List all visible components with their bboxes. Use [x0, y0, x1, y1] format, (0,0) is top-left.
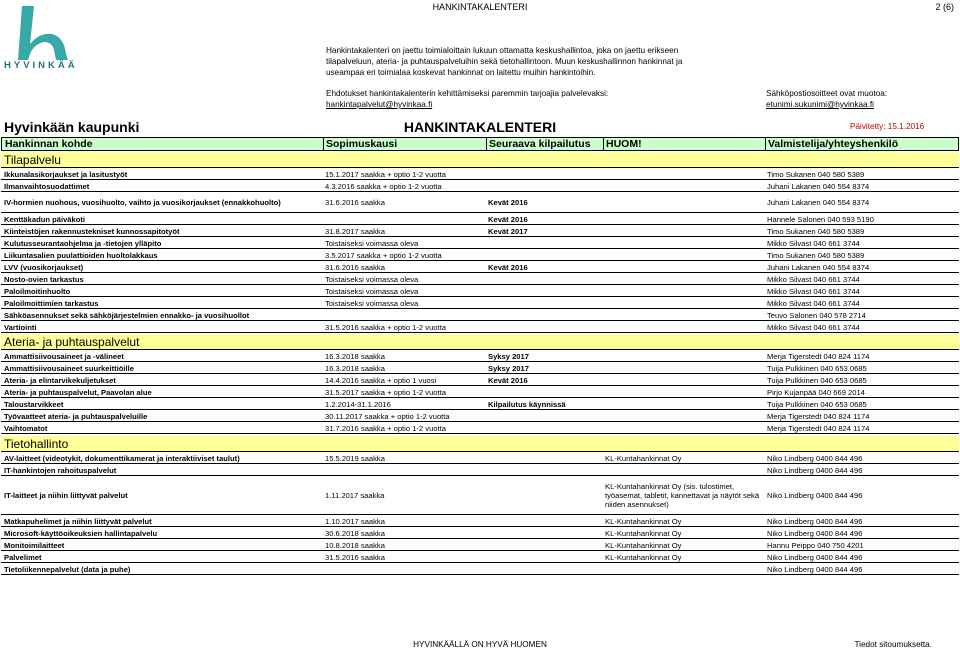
table-row	[1, 411, 959, 422]
table-row	[1, 453, 959, 464]
cell-next-tender	[488, 181, 602, 191]
cell-target: Vaihtomatot	[4, 423, 48, 433]
cell-target: IV-hormien nuohous, vuosihuolto, vaihto ja vuosikorjaukset (ennakkohuolto)	[4, 198, 281, 207]
column-header-row	[1, 137, 959, 151]
cell-next-tender: Kevät 2016	[488, 214, 528, 224]
cell-target: Taloustarvikkeet	[4, 399, 64, 409]
cell-contact: Timo Sukanen 040 580 5389	[767, 226, 865, 236]
cell-contract-period: Toistaiseksi voimassa oleva	[325, 286, 419, 296]
table-row	[1, 516, 959, 527]
cell-contact: Tuija Pulkkinen 040 653 0685	[767, 375, 867, 385]
email-format	[766, 88, 956, 110]
cell-contract-period: Toistaiseksi voimassa oleva	[325, 298, 419, 308]
cell-contract-period: 15.5.2019 saakka	[325, 453, 385, 463]
cell-note	[605, 181, 765, 191]
cell-target: Kiinteistöjen rakennustekniset kunnossapitotyöt	[4, 226, 180, 236]
cell-target: IT-hankintojen rahoituspalvelut	[4, 465, 117, 475]
column-header-next-tender: Seuraava kilpailutus	[489, 138, 591, 150]
cell-note	[605, 399, 765, 409]
cell-next-tender	[488, 238, 602, 248]
cell-note: KL-Kuntahankinnat Oy	[605, 540, 682, 550]
table-row	[1, 528, 959, 539]
cell-next-tender	[488, 298, 602, 308]
section-header: Ateria- ja puhtauspalvelut	[1, 334, 959, 350]
cell-contract-period	[325, 310, 485, 320]
table-row	[1, 363, 959, 374]
cell-note	[605, 411, 765, 421]
cell-contact: Pirjo Kujanpää 040 669 2014	[767, 387, 865, 397]
cell-contact: Timo Sukanen 040 580 5389	[767, 250, 865, 260]
document-title: HANKINTAKALENTERI	[403, 119, 557, 135]
table-row	[1, 274, 959, 285]
cell-contact: Mikko Silvast 040 661 3744	[767, 274, 860, 284]
cell-contract-period	[325, 214, 485, 224]
cell-note	[605, 262, 765, 272]
suggestions-email-link[interactable]: hankintapalvelut@hyvinkaa.fi	[326, 100, 433, 109]
cell-target: Kulutusseurantaohjelma ja -tietojen ylläpito	[4, 238, 162, 248]
cell-target: Ateria- ja elintarvikekuljetukset	[4, 375, 116, 385]
cell-note	[605, 322, 765, 332]
cell-contract-period: 30.6.2018 saakka	[325, 528, 385, 538]
cell-note	[605, 423, 765, 433]
cell-note	[605, 564, 765, 574]
column-header-target: Hankinnan kohde	[5, 138, 93, 150]
cell-contract-period: 1.11.2017 saakka	[325, 491, 385, 500]
cell-target: Ammattisiivousaineet suurkeittiöille	[4, 363, 134, 373]
header-title: HANKINTAKALENTERI	[432, 2, 528, 12]
cell-next-tender	[488, 322, 602, 332]
cell-contact: Juhani Lakanen 040 554 8374	[767, 198, 870, 207]
cell-target: Liikuntasalien puulattioiden huoltolakkaus	[4, 250, 158, 260]
cell-note	[605, 169, 765, 179]
table-row	[1, 322, 959, 333]
cell-contact: Niko Lindberg 0400 844 496	[767, 491, 863, 500]
cell-note: KL-Kuntahankinnat Oy	[605, 453, 682, 463]
cell-target: AV-laitteet (videotykit, dokumenttikamerat ja interaktiiviset taulut)	[4, 453, 240, 463]
cell-note	[605, 286, 765, 296]
cell-contract-period	[325, 564, 485, 574]
cell-next-tender: Kevät 2017	[488, 226, 528, 236]
cell-next-tender: Syksy 2017	[488, 351, 529, 361]
cell-contact: Juhani Lakanen 040 554 8374	[767, 262, 870, 272]
table-row	[1, 310, 959, 321]
cell-target: Ikkunalasikorjaukset ja lasitustyöt	[4, 169, 128, 179]
email-format-example[interactable]: etunimi.sukunimi@hyvinkaa.fi	[766, 100, 874, 109]
cell-next-tender	[488, 516, 602, 526]
cell-next-tender	[488, 528, 602, 538]
cell-note: KL-Kuntahankinnat Oy	[605, 528, 682, 538]
table-row	[1, 298, 959, 309]
cell-contact: Mikko Silvast 040 661 3744	[767, 322, 860, 332]
cell-note	[605, 351, 765, 361]
cell-next-tender: Syksy 2017	[488, 363, 529, 373]
cell-contact: Merja Tigerstedt 040 824 1174	[767, 351, 870, 361]
cell-contract-period: 4.3.2016 saakka + optio 1-2 vuotta	[325, 181, 442, 191]
table-row	[1, 477, 959, 515]
table-row	[1, 399, 959, 410]
section-header: Tilapalvelu	[1, 152, 959, 168]
logo-wordmark: HYVINKÄÄ	[4, 60, 78, 71]
cell-contact: Hannu Peippo 040 750 4201	[767, 540, 864, 550]
cell-target: Kenttäkadun päiväkoti	[4, 214, 86, 224]
cell-contact: Mikko Silvast 040 661 3744	[767, 286, 860, 296]
table-row	[1, 552, 959, 563]
cell-contract-period: 1.10.2017 saakka	[325, 516, 385, 526]
cell-contact: Teuvo Salonen 040 578 2714	[767, 310, 866, 320]
table-row	[1, 226, 959, 237]
cell-contact: Niko Lindberg 0400 844 496	[767, 516, 863, 526]
table-row	[1, 375, 959, 386]
cell-target: Sähköasennukset sekä sähköjärjestelmien ennakko- ja vuosihuollot	[4, 310, 250, 320]
cell-note	[605, 238, 765, 248]
cell-note	[605, 363, 765, 373]
cell-next-tender	[488, 169, 602, 179]
cell-target: LVV (vuosikorjaukset)	[4, 262, 84, 272]
cell-contract-period: 14.4.2016 saakka + optio 1 vuosi	[325, 375, 437, 385]
cell-target: Monitoimilaitteet	[4, 540, 65, 550]
cell-contact: Tuija Pulkkinen 040 653 0685	[767, 363, 867, 373]
cell-next-tender	[488, 250, 602, 260]
cell-next-tender	[488, 387, 602, 397]
cell-target: Paloilmoittimien tarkastus	[4, 298, 99, 308]
cell-next-tender	[488, 564, 602, 574]
cell-contract-period: 10.8.2018 saakka	[325, 540, 385, 550]
cell-note	[605, 375, 765, 385]
cell-contact: Tuija Pulkkinen 040 653 0685	[767, 399, 867, 409]
cell-next-tender	[488, 465, 602, 475]
cell-contact: Niko Lindberg 0400 844 496	[767, 465, 863, 475]
cell-contact: Juhani Lakanen 040 554 8374	[767, 181, 870, 191]
cell-contact: Merja Tigerstedt 040 824 1174	[767, 423, 870, 433]
cell-note	[605, 387, 765, 397]
intro-text: Hankintakalenteri on jaettu toimialoittain lukuun ottamatta keskushallintoa, joka on jaettu erikseen tilapalveluun, ateria- ja puhtauspalveluihin sekä tietohallintoon. Muun keskushallinnon hankinnat ja useampaa eri toimialaa koskevat hankinnat on laitettu muihin hankintoihin.	[326, 46, 683, 77]
cell-next-tender	[488, 453, 602, 463]
cell-next-tender	[488, 540, 602, 550]
cell-next-tender: Kevät 2016	[488, 198, 528, 207]
cell-note	[605, 250, 765, 260]
cell-contract-period: 31.6.2016 saakka	[325, 262, 385, 272]
table-row	[1, 564, 959, 575]
cell-contract-period: 30.11.2017 saakka + optio 1-2 vuotta	[325, 411, 450, 421]
column-header-contact: Valmistelija/yhteyshenkilö	[768, 138, 899, 150]
cell-note: KL-Kuntahankinnat Oy	[605, 516, 682, 526]
cell-next-tender	[488, 477, 602, 514]
cell-contact: Niko Lindberg 0400 844 496	[767, 552, 863, 562]
updated-date: Päivitetty: 15.1.2016	[850, 122, 925, 131]
cell-contract-period: 15.1.2017 saakka + optio 1-2 vuotta	[325, 169, 446, 179]
cell-next-tender	[488, 310, 602, 320]
cell-contract-period: 1.2.2014-31.1.2016	[325, 399, 391, 409]
cell-note	[605, 310, 765, 320]
cell-contract-period: Toistaiseksi voimassa oleva	[325, 238, 419, 248]
cell-contract-period: 31.5.2016 saakka	[325, 552, 385, 562]
cell-target: Nosto-ovien tarkastus	[4, 274, 84, 284]
table-row	[1, 465, 959, 476]
cell-next-tender	[488, 423, 602, 433]
cell-note	[605, 274, 765, 284]
email-format-text: Sähköpostiosoitteet ovat muotoa:	[766, 89, 888, 98]
cell-contact: Niko Lindberg 0400 844 496	[767, 453, 863, 463]
table-row	[1, 214, 959, 225]
cell-target: Matkapuhelimet ja niihin liittyvät palvelut	[4, 516, 152, 526]
cell-target: Palvelimet	[4, 552, 42, 562]
cell-note: KL-Kuntahankinnat Oy	[605, 552, 682, 562]
section-header: Tietohallinto	[1, 436, 959, 452]
cell-contract-period: 31.5.2017 saakka + optio 1-2 vuotta	[325, 387, 446, 397]
cell-contact: Niko Lindberg 0400 844 496	[767, 564, 863, 574]
table-row	[1, 238, 959, 249]
cell-target: Microsoft-käyttöoikeuksien hallintapalvelu	[4, 528, 158, 538]
cell-target: Tietoliikennepalvelut (data ja puhe)	[4, 564, 131, 574]
cell-contract-period	[325, 465, 485, 475]
cell-target: Ilmanvaihtosuodattimet	[4, 181, 90, 191]
cell-contract-period: 16.3.2018 saakka	[325, 351, 385, 361]
cell-target: Paloilmoitinhuolto	[4, 286, 71, 296]
cell-contract-period: 31.5.2016 saakka + optio 1-2 vuotta	[325, 322, 446, 332]
cell-next-tender	[488, 411, 602, 421]
cell-contract-period: Toistaiseksi voimassa oleva	[325, 274, 419, 284]
table-row	[1, 423, 959, 434]
cell-note	[605, 214, 765, 224]
cell-contact: Merja Tigerstedt 040 824 1174	[767, 411, 870, 421]
table-row	[1, 193, 959, 213]
cell-contact: Hannele Salonen 040 593 5190	[767, 214, 874, 224]
cell-contract-period: 3.5.2017 saakka + optio 1-2 vuotta	[325, 250, 442, 260]
cell-target: Ateria- ja puhtauspalvelut, Paavolan alue	[4, 387, 152, 397]
cell-target: IT-laitteet ja niihin liittyvät palvelut	[4, 491, 128, 500]
cell-next-tender	[488, 552, 602, 562]
suggestions-text: Ehdotukset hankintakalenterin kehittämiseksi paremmin tarjoajia palvelevaksi:	[326, 89, 609, 98]
suggestions	[326, 88, 656, 110]
cell-contract-period: 31.6.2016 saakka	[325, 198, 385, 207]
organization-name: Hyvinkään kaupunki	[4, 119, 140, 135]
column-header-contract: Sopimuskausi	[326, 138, 398, 150]
cell-note	[605, 465, 765, 475]
cell-contract-period: 31.8.2017 saakka	[325, 226, 385, 236]
table-row	[1, 169, 959, 180]
cell-contact: Niko Lindberg 0400 844 496	[767, 528, 863, 538]
cell-target: Vartiointi	[4, 322, 37, 332]
table-row	[1, 181, 959, 192]
footer-slogan: HYVINKÄÄLLÄ ON HYVÄ HUOMEN	[413, 640, 547, 649]
page-number: 2 (6)	[935, 2, 954, 12]
table-row	[1, 387, 959, 398]
cell-next-tender	[488, 286, 602, 296]
cell-next-tender	[488, 274, 602, 284]
cell-note	[605, 226, 765, 236]
cell-target: Ammattisiivousaineet ja -välineet	[4, 351, 124, 361]
cell-target: Työvaatteet ateria- ja puhtauspalveluille	[4, 411, 148, 421]
cell-contact: Timo Sukanen 040 580 5389	[767, 169, 865, 179]
table-row	[1, 540, 959, 551]
cell-note: KL-Kuntahankinnat Oy (sis. tulostimet, työasemat, tabletit, kannettavat ja näytöt sekä niiden asennukset)	[605, 482, 760, 509]
cell-contract-period: 16.3.2018 saakka	[325, 363, 385, 373]
cell-next-tender: Kevät 2016	[488, 262, 528, 272]
column-header-note: HUOM!	[606, 138, 642, 150]
cell-next-tender: Kevät 2016	[488, 375, 528, 385]
cell-note	[605, 193, 765, 212]
cell-contract-period: 31.7.2016 saakka + optio 1-2 vuotta	[325, 423, 446, 433]
footer-disclaimer: Tiedot sitoumuksetta.	[854, 640, 932, 649]
table-row	[1, 262, 959, 273]
cell-contact: Mikko Silvast 040 661 3744	[767, 298, 860, 308]
table-row	[1, 351, 959, 362]
cell-note	[605, 298, 765, 308]
table-row	[1, 250, 959, 261]
cell-contact: Mikko Silvast 040 661 3744	[767, 238, 860, 248]
cell-next-tender: Kilpailutus käynnissä	[488, 399, 566, 409]
table-row	[1, 286, 959, 297]
